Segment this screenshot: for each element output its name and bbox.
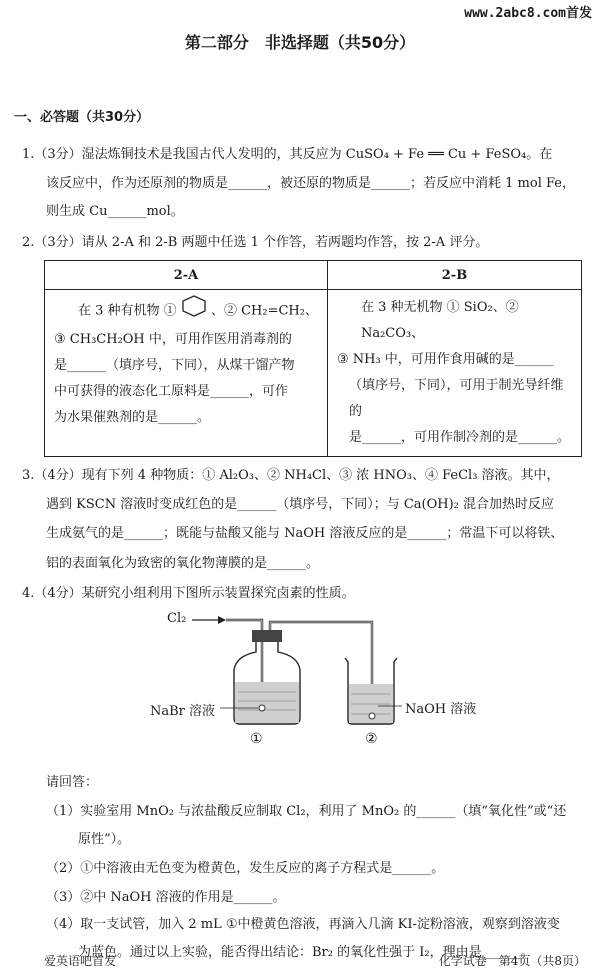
q2-b-line-2: ③ NH₃ 中，可用作食用碱的是______	[336, 352, 554, 367]
q2-b-line-3: （填序号，下同），可用于制光导纤维的	[348, 378, 564, 419]
benzene-ring-icon	[181, 295, 207, 327]
q3-line-4: 铝的表面氧化为致密的氧化物薄膜的是______。	[46, 556, 320, 571]
naoh-label: NaOH 溶液	[405, 702, 477, 717]
bottle-stopper	[252, 630, 282, 642]
q2-cell-b	[327, 290, 581, 457]
q4-intro: 4.（4分）某研究小组利用下图所示装置探究卤素的性质。	[22, 586, 355, 601]
q4-sub-2: （2）①中溶液由无色变为橙黄色，发生反应的离子方程式是______。	[46, 861, 445, 876]
q2-a-line-5: 为水果催熟剂的是______。	[54, 410, 211, 425]
footer-left: 爱英语吧首发	[44, 954, 117, 968]
cl2-label: Cl₂	[167, 611, 187, 626]
q2-a-line-1	[54, 295, 318, 327]
site-watermark: www.2abc8.com首发	[464, 6, 592, 21]
q2-b-line-4: 是______，可用作制冷剂的是______。	[348, 430, 570, 445]
apparatus-diagram	[140, 600, 500, 755]
nabr-solution-liquid	[235, 682, 299, 723]
q4-sub-1b: 原性”）。	[78, 832, 131, 847]
q1-line-3: 则生成 Cu______mol。	[46, 204, 184, 219]
q2-intro: 2.（3分）请从 2-A 和 2-B 两题中任选 1 个作答，若两题均作答，按 2-A 评分。	[22, 235, 489, 250]
q4-sub-4b: 为蓝色。通过以上实验，能否得出结论：Br₂ 的氧化性强于 I₂，理由是______。	[78, 945, 534, 960]
q2-table	[44, 260, 582, 457]
q4-sub-3: （3）②中 NaOH 溶液的作用是______。	[46, 890, 286, 905]
page-title: 第二部分 非选择题（共50分）	[184, 33, 416, 52]
q2-a-line-1a: 在 3 种有机物 ①	[78, 303, 177, 319]
q2-cell-a	[45, 290, 328, 457]
q2-a-line-1b: 、② CH₂=CH₂、	[210, 303, 318, 319]
q1-line-1: 1.（3分）湿法炼铜技术是我国古代人发明的，其反应为 CuSO₄ + Fe ══ Cu + FeSO₄。在	[22, 147, 553, 162]
q2-a-line-4: 中可获得的液态化工原料是______，可作	[54, 384, 289, 399]
q4-sub-1a: （1）实验室用 MnO₂ 与浓盐酸反应制取 Cl₂，利用了 MnO₂ 的______（填“氧化性”或“还	[46, 804, 567, 819]
q2-a-line-2: ③ CH₃CH₂OH 中，可用作医用消毒剂的	[54, 332, 292, 347]
q3-line-1: 3.（4分）现有下列 4 种物质：① Al₂O₃、② NH₄Cl、③ 浓 HNO₃、④ FeCl₃ 溶液。其中，	[22, 468, 560, 483]
apparatus-number-2: ②	[365, 731, 378, 747]
section-heading: 一、必答题（共30分）	[14, 110, 150, 125]
q3-line-3: 生成氨气的是______；既能与盐酸又能与 NaOH 溶液反应的是______；常温下可以将铁、	[46, 526, 564, 541]
q2-a-line-3: 是______（填序号，下同），从煤干馏产物	[54, 358, 295, 373]
apparatus-number-1: ①	[250, 731, 263, 747]
q2-head-b: 2-B	[327, 261, 581, 290]
q4-sub-4a: （4）取一支试管，加入 2 mL ①中橙黄色溶液，再滴入几滴 KI-淀粉溶液，观察到溶液变	[46, 917, 560, 932]
q4-prompt: 请回答：	[46, 775, 99, 790]
cl2-arrow-head	[218, 616, 226, 624]
q2-head-a: 2-A	[45, 261, 328, 290]
nabr-label: NaBr 溶液	[150, 704, 216, 719]
q3-line-2: 遇到 KSCN 溶液时变成红色的是______（填序号，下同）；与 Ca(OH)₂ 混合加热时反应	[46, 497, 555, 512]
q2-b-line-1: 在 3 种无机物 ① SiO₂、② Na₂CO₃、	[360, 300, 519, 341]
footer-right: 化学试卷 第4页（共8页）	[438, 954, 586, 968]
q1-line-2: 该反应中，作为还原剂的物质是______，被还原的物质是______；若反应中消耗 1 mol Fe，	[46, 176, 575, 191]
